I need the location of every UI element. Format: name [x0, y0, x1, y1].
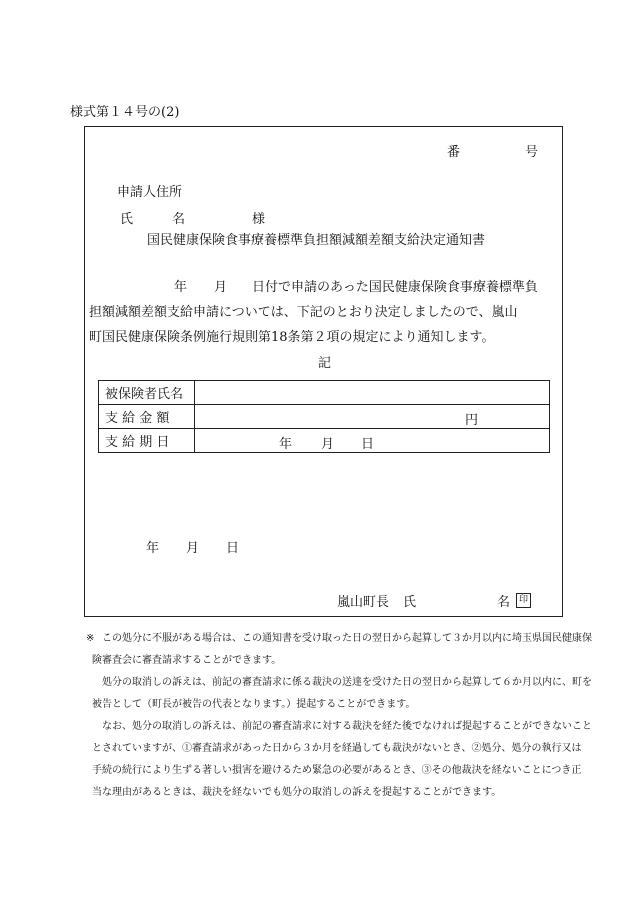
payment-date-value [195, 429, 550, 453]
ki-label: 記 [318, 356, 332, 371]
date-month: 月 [186, 541, 200, 556]
detail-table [98, 380, 550, 453]
form-number: 様式第１４号の(2) [70, 105, 180, 120]
mayor-name-mei: 名 [497, 595, 511, 610]
body-line-3: 町国民健康保険条例施行規則第18条第２項の規定により通知します。 [89, 330, 495, 345]
note-3-line-1: なお、処分の取消しの訴えは、前記の審査請求に対する裁決を経た後でなければ提起することができないこと [102, 721, 592, 732]
body-line-1 [89, 275, 557, 300]
payment-amount-label: 支 給 金 額 [99, 405, 195, 429]
date-day: 日 [226, 541, 240, 556]
body-line-2: 担額減額差額支給申請については、下記のとおり決定しましたので、嵐山 [89, 305, 518, 320]
applicant-sama: 様 [252, 212, 266, 227]
note-3-line-4: 当な理由があるときは、裁決を経ないでも処分の取消しの訴えを提起することができます。 [92, 787, 502, 798]
insured-name-value [195, 381, 550, 405]
note-3-line-2: とされていますが、①審査請求があった日から３か月を経過しても裁決がないとき、②処分、処分の執行又は [92, 743, 582, 754]
payment-month: 月 [321, 437, 335, 452]
table-row [99, 429, 550, 453]
applicant-address-label: 申請人住所 [117, 185, 183, 200]
document-title: 国民健康保険食事療養標準負担額減額差額支給決定通知書 [147, 233, 486, 248]
notes-section [86, 628, 592, 804]
note-mark: ※ [86, 633, 95, 644]
payment-amount-value [195, 405, 550, 429]
body-year: 年 [174, 280, 188, 295]
yen-unit: 円 [465, 413, 479, 428]
date-year: 年 [146, 541, 160, 556]
applicant-name-mei: 名 [172, 212, 186, 227]
body-line-1-rest: 日付で申請のあった国民健康保険食事療養標準負 [252, 280, 538, 295]
payment-year: 年 [279, 437, 293, 452]
note-1-line-1: この処分に不服がある場合は、この通知書を受け取った日の翌日から起算して３か月以内に埼玉県国民健康保 [102, 633, 592, 644]
body-paragraph [89, 275, 557, 350]
applicant-name-shi: 氏 [120, 212, 134, 227]
payment-date-label: 支 給 期 日 [99, 429, 195, 453]
number-ban: 番 [447, 145, 461, 160]
table-row [99, 405, 550, 429]
note-1-line-2: 険審査会に審査請求することができます。 [92, 655, 282, 666]
payment-day: 日 [361, 437, 375, 452]
insured-name-label: 被保険者氏名 [99, 381, 195, 405]
note-3-line-3: 手続の続行により生ずる著しい損害を避けるため緊急の必要があるとき、③その他裁決を経ないことにつき正 [92, 765, 582, 776]
seal-icon: 印 [516, 593, 531, 608]
body-month: 月 [214, 280, 228, 295]
note-2-line-1: 処分の取消しの訴えは、前記の審査請求に係る裁決の送達を受けた日の翌日から起算して６か月以内に、町を [102, 677, 592, 688]
number-gou: 号 [525, 145, 539, 160]
seal-mark [512, 590, 531, 609]
table-row [99, 381, 550, 405]
note-2-line-2: 被告として（町長が被告の代表となります。）提起することができます。 [92, 699, 416, 710]
mayor-name-shi: 氏 [403, 595, 417, 610]
mayor-title: 嵐山町長 [337, 595, 390, 610]
